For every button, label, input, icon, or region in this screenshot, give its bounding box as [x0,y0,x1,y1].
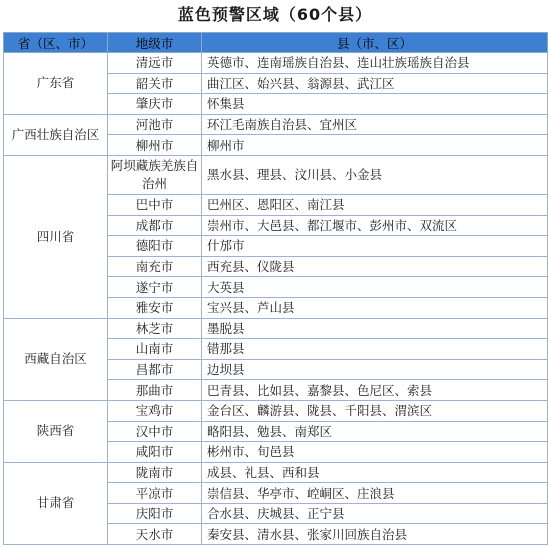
city-cell: 昌都市 [108,359,202,380]
county-cell: 崇州市、大邑县、都江堰市、彭州市、双流区 [202,215,548,236]
table-header-row [4,33,548,53]
county-cell: 什邡市 [202,236,548,257]
city-cell: 咸阳市 [108,442,202,463]
city-cell: 宝鸡市 [108,400,202,421]
province-cell: 甘肃省 [4,462,108,544]
county-cell: 巴州区、恩阳区、南江县 [202,194,548,215]
county-cell: 大英县 [202,277,548,298]
province-cell: 西藏自治区 [4,318,108,400]
county-cell: 墨脱县 [202,318,548,339]
city-cell: 河池市 [108,114,202,135]
county-cell: 金台区、麟游县、陇县、千阳县、渭滨区 [202,400,548,421]
table-row [4,114,548,135]
county-cell: 崇信县、华亭市、崆峒区、庄浪县 [202,483,548,504]
warning-area-table [3,32,548,545]
county-cell: 怀集县 [202,94,548,115]
city-cell: 阿坝藏族羌族自治州 [108,155,202,194]
table-body [4,53,548,545]
province-cell: 广西壮族自治区 [4,114,108,155]
page-title: 蓝色预警区域（60个县） [177,5,373,24]
county-cell: 彬州市、旬邑县 [202,442,548,463]
header-county: 县（市、区） [202,33,548,53]
county-cell: 曲江区、始兴县、翁源县、武江区 [202,73,548,94]
city-cell: 那曲市 [108,380,202,401]
table-row [4,462,548,483]
city-cell: 平凉市 [108,483,202,504]
province-cell: 广东省 [4,53,108,115]
county-cell: 巴青县、比如县、嘉黎县、色尼区、索县 [202,380,548,401]
city-cell: 清远市 [108,53,202,74]
county-cell: 宝兴县、芦山县 [202,297,548,318]
county-cell: 黑水县、理县、汶川县、小金县 [202,155,548,194]
city-cell: 庆阳市 [108,503,202,524]
city-cell: 汉中市 [108,421,202,442]
county-cell: 环江毛南族自治县、宜州区 [202,114,548,135]
city-cell: 遂宁市 [108,277,202,298]
city-cell: 天水市 [108,524,202,545]
header-province: 省（区、市） [4,33,108,53]
city-cell: 陇南市 [108,462,202,483]
county-cell: 柳州市 [202,135,548,156]
city-cell: 肇庆市 [108,94,202,115]
county-cell: 西充县、仪陇县 [202,256,548,277]
city-cell: 德阳市 [108,236,202,257]
table-row [4,53,548,74]
county-cell: 秦安县、清水县、张家川回族自治县 [202,524,548,545]
city-cell: 林芝市 [108,318,202,339]
city-cell: 南充市 [108,256,202,277]
county-cell: 合水县、庆城县、正宁县 [202,503,548,524]
province-cell: 四川省 [4,155,108,318]
province-cell: 陕西省 [4,400,108,462]
city-cell: 山南市 [108,339,202,360]
city-cell: 韶关市 [108,73,202,94]
county-cell: 略阳县、勉县、南郑区 [202,421,548,442]
city-cell: 雅安市 [108,297,202,318]
city-cell: 柳州市 [108,135,202,156]
table-row [4,318,548,339]
county-cell: 错那县 [202,339,548,360]
table-row [4,155,548,194]
header-city: 地级市 [108,33,202,53]
county-cell: 英德市、连南瑶族自治县、连山壮族瑶族自治县 [202,53,548,74]
county-cell: 成县、礼县、西和县 [202,462,548,483]
county-cell: 边坝县 [202,359,548,380]
city-cell: 成都市 [108,215,202,236]
city-cell: 巴中市 [108,194,202,215]
table-row [4,400,548,421]
